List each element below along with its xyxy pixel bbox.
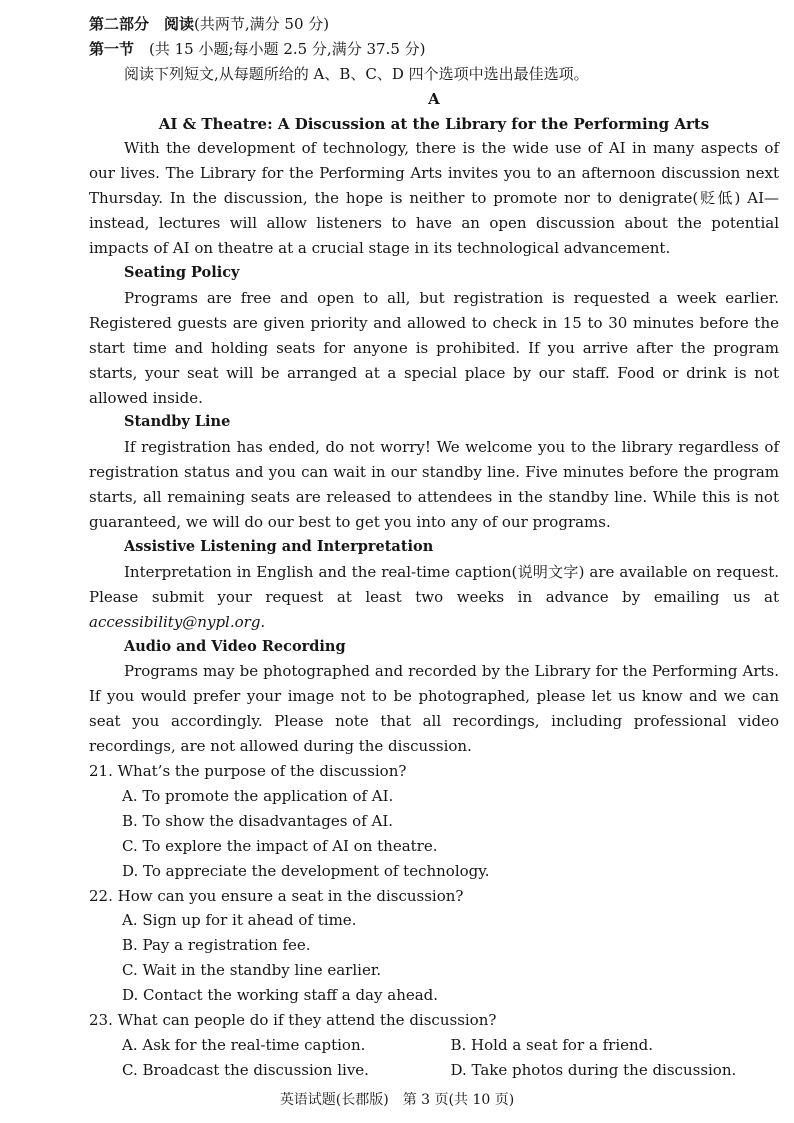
section-note: (共 15 小题;每小题 2.5 分,满分 37.5 分) xyxy=(149,39,426,58)
option-b: B. Pay a registration fee. xyxy=(122,936,311,955)
option-row-cd xyxy=(89,1058,779,1083)
recording-text: Programs may be photographed and recorded by the Library for the Performing Arts. If you would prefer your image not to be photographed, please let us know and we can seat you accordingly. Please note that all recordings, including professional video recordings, are not allowed during the discussion. xyxy=(89,662,779,756)
question-stem: 21. What’s the purpose of the discussion? xyxy=(89,762,407,781)
recording-heading: Audio and Video Recording xyxy=(124,637,346,655)
option-d: D. Contact the working staff a day ahead. xyxy=(122,986,439,1005)
question-21 xyxy=(89,759,779,883)
standby-line-paragraph xyxy=(89,435,779,535)
option-c: C. Wait in the standby line earlier. xyxy=(122,961,382,980)
option-a: A. Ask for the real-time caption. xyxy=(122,1035,366,1054)
section-title: 第一节 xyxy=(89,39,150,58)
passage-title: AI & Theatre: A Discussion at the Library for the Performing Arts xyxy=(158,114,710,133)
option-d: D. Take photos during the discussion. xyxy=(450,1060,737,1079)
instruction: 阅读下列短文,从每题所给的 A、B、C、D 四个选项中选出最佳选项。 xyxy=(124,64,589,83)
question-23 xyxy=(89,1008,779,1083)
seating-policy-text: Programs are free and open to all, but registration is requested a week earlier. Registered guests are given priority and allowed to check in 15 to 30 minutes before the start time and holding seats for anyone is prohibited. If you arrive after the program starts, your seat will be arranged at a special place by our staff. Food or drink is not allowed inside. xyxy=(89,288,779,407)
assistive-listening-paragraph xyxy=(89,560,779,635)
option-c: C. Broadcast the discussion live. xyxy=(122,1060,369,1079)
assistive-listening-heading: Assistive Listening and Interpretation xyxy=(124,537,434,555)
part-heading xyxy=(89,12,779,37)
passage-letter: A xyxy=(428,89,440,108)
option-c: C. To explore the impact of AI on theatre. xyxy=(122,836,438,855)
option-b: B. To show the disadvantages of AI. xyxy=(122,811,394,830)
seating-policy-paragraph xyxy=(89,286,779,411)
page-footer: 英语试题(长郡版) 第 3 页(共 10 页) xyxy=(279,1092,515,1108)
option-a: A. Sign up for it ahead of time. xyxy=(122,911,357,930)
question-22 xyxy=(89,884,779,1008)
standby-line-heading: Standby Line xyxy=(124,413,231,431)
question-stem: 23. What can people do if they attend the discussion? xyxy=(89,1010,497,1029)
part-note: (共两节,满分 50 分) xyxy=(194,15,330,33)
option-a: A. To promote the application of AI. xyxy=(122,786,394,805)
intro-text: With the development of technology, there is the wide use of AI in many aspects of our lives. The Library for the Performing Arts invites you to an afternoon discussion next Thursday. In the discussion, the hope is neither to promote nor to denigrate(贬低) AI—instead, lectures will allow listeners to have an open discussion about the potential impacts of AI on theatre at a crucial stage in its technological advancement. xyxy=(89,139,779,258)
email-address: accessibility@nypl.org. xyxy=(89,612,266,631)
seating-policy-heading: Seating Policy xyxy=(124,263,240,281)
passage-intro xyxy=(89,136,779,261)
section-heading xyxy=(89,37,779,62)
standby-line-text: If registration has ended, do not worry! We welcome you to the library regardless of registration status and you can wait in our standby line. Five minutes before the program starts, all remaining seats are released to attendees in the standby line. While this is not guaranteed, we will do our best to get you into any of our programs. xyxy=(89,438,779,532)
option-row-ab xyxy=(89,1033,779,1058)
option-d: D. To appreciate the development of technology. xyxy=(122,861,490,880)
recording-paragraph xyxy=(89,659,779,759)
assistive-listening-text: Interpretation in English and the real-time caption(说明文字) are available on request. Please submit your request at least two weeks in advance by emailing us at xyxy=(89,562,779,606)
part-title: 第二部分 阅读 xyxy=(89,15,195,33)
exam-page xyxy=(89,12,779,1083)
option-b: B. Hold a seat for a friend. xyxy=(450,1035,654,1054)
question-stem: 22. How can you ensure a seat in the discussion? xyxy=(89,886,464,905)
